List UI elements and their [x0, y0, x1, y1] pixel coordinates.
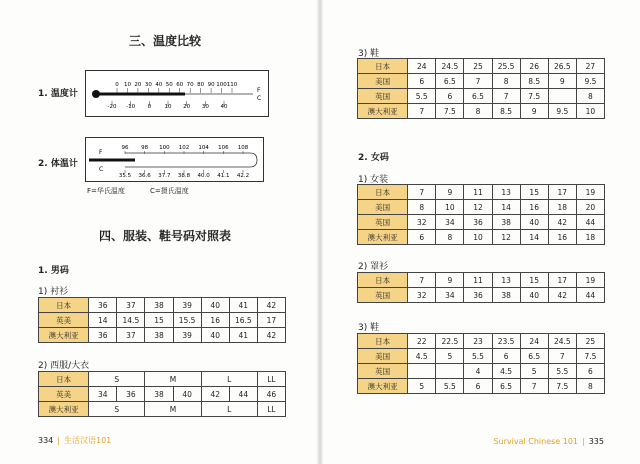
- table-cell: 24.5: [548, 334, 576, 349]
- table-cell: 4.5: [408, 349, 436, 364]
- blouse-label: 2) 罩衫: [358, 262, 389, 272]
- row-header: 日本: [358, 59, 408, 74]
- table-row: [358, 74, 605, 89]
- table-cell: 32: [408, 288, 436, 303]
- table-cell: 7: [408, 273, 436, 288]
- table-row: [39, 387, 286, 402]
- table-cell: 11: [464, 273, 492, 288]
- table-cell: 22.5: [436, 334, 464, 349]
- table-cell: 6: [576, 364, 604, 379]
- table-cell: 15: [520, 185, 548, 200]
- footer-separator: |: [582, 437, 585, 446]
- table-cell: 19: [576, 273, 604, 288]
- table-cell: 7: [408, 185, 436, 200]
- table-cell: 16: [520, 200, 548, 215]
- table-cell: [408, 364, 436, 379]
- fahrenheit-tick-label: 20: [134, 82, 142, 88]
- table-cell: 42: [257, 298, 285, 313]
- left-footer: [38, 435, 111, 446]
- women-shoes-table: [357, 333, 605, 394]
- table-cell: 16: [548, 230, 576, 245]
- men-suits-table: [38, 371, 286, 417]
- table-cell: 24: [520, 334, 548, 349]
- table-cell: 38: [145, 298, 173, 313]
- left-page: [0, 0, 319, 464]
- table-cell: 6.5: [492, 379, 520, 394]
- table-row: [358, 89, 605, 104]
- footer-separator: |: [57, 436, 60, 445]
- celsius-tick-label: 20: [183, 104, 191, 110]
- fahrenheit-tick-label: 102: [178, 145, 190, 151]
- table-cell: 40: [173, 387, 201, 402]
- table-cell: 8: [576, 379, 604, 394]
- thermometer-figure: [85, 70, 270, 118]
- table-cell: 41: [229, 298, 257, 313]
- table-cell: 6: [408, 74, 436, 89]
- table-cell: 9: [436, 273, 464, 288]
- fahrenheit-tick-label: 40: [155, 82, 163, 88]
- celsius-tick-label: 40.0: [197, 173, 210, 179]
- row-header: 英国: [358, 288, 408, 303]
- fahrenheit-tick-label: 108: [237, 145, 249, 151]
- table-cell: 34: [89, 387, 117, 402]
- row-header: 澳大利亚: [358, 379, 408, 394]
- table-cell: 9.5: [548, 104, 576, 119]
- table-cell: 17: [257, 313, 285, 328]
- celsius-tick-label: 37.7: [158, 173, 171, 179]
- table-cell: 6: [408, 230, 436, 245]
- table-row: [39, 328, 286, 343]
- table-cell: 42: [548, 288, 576, 303]
- men-shirts-table: [38, 297, 286, 343]
- row-header: 美国: [358, 349, 408, 364]
- table-cell: 37: [117, 328, 145, 343]
- table-cell: 38: [492, 215, 520, 230]
- right-page: [320, 0, 640, 464]
- body-thermometer-unit-c: C: [99, 166, 104, 173]
- table-cell: 25: [576, 334, 604, 349]
- table-cell: 6: [436, 89, 464, 104]
- table-row: [39, 298, 286, 313]
- heading-temperature: 三、温度比较: [128, 34, 201, 48]
- celsius-tick-label: 10: [164, 104, 172, 110]
- table-cell: 5.5: [548, 364, 576, 379]
- table-cell: 19: [576, 185, 604, 200]
- table-cell: M: [145, 402, 201, 417]
- dress-label: 1) 女装: [358, 175, 389, 185]
- table-cell: 42: [548, 215, 576, 230]
- table-cell: 16: [201, 313, 229, 328]
- table-cell: 6.5: [520, 349, 548, 364]
- celsius-tick-label: -10: [126, 104, 136, 110]
- table-cell: 12: [464, 200, 492, 215]
- table-cell: 9.5: [576, 74, 604, 89]
- celsius-tick-label: 38.8: [177, 173, 191, 179]
- fahrenheit-tick-label: 106: [218, 145, 229, 151]
- table-cell: 25: [464, 59, 492, 74]
- row-header: 澳大利亚: [358, 104, 408, 119]
- table-cell: 7: [548, 349, 576, 364]
- table-cell: L: [201, 402, 257, 417]
- table-cell: 17: [548, 273, 576, 288]
- table-cell: 6.5: [436, 74, 464, 89]
- table-cell: 18: [548, 200, 576, 215]
- table-cell: 8: [492, 74, 520, 89]
- table-cell: 26.5: [548, 59, 576, 74]
- legend-fahrenheit: F=华氏温度: [87, 187, 125, 195]
- table-row: [39, 313, 286, 328]
- table-cell: 46: [257, 387, 285, 402]
- table-cell: 9: [436, 185, 464, 200]
- suits-label: 2) 西服/大衣: [38, 361, 90, 371]
- table-cell: 8.5: [492, 104, 520, 119]
- table-row: [39, 402, 286, 417]
- table-cell: 10: [436, 200, 464, 215]
- table-cell: 40: [201, 328, 229, 343]
- table-cell: 13: [492, 273, 520, 288]
- table-row: [358, 273, 605, 288]
- table-cell: S: [89, 402, 145, 417]
- book-title: 生活汉语101: [63, 436, 112, 445]
- legend-celsius: C=摄氏温度: [150, 187, 189, 195]
- table-cell: 34: [436, 215, 464, 230]
- row-header: 英美: [39, 313, 89, 328]
- table-cell: 8: [464, 104, 492, 119]
- table-cell: 14: [89, 313, 117, 328]
- celsius-tick-label: 0: [147, 104, 152, 110]
- table-cell: 16.5: [229, 313, 257, 328]
- section-men: 1. 男码: [38, 266, 69, 276]
- book-title: Survival Chinese 101: [493, 437, 579, 446]
- row-header: 澳大利亚: [39, 402, 89, 417]
- men-shoes-table: [357, 58, 605, 119]
- table-row: [358, 200, 605, 215]
- table-cell: LL: [257, 372, 285, 387]
- table-cell: 7: [520, 379, 548, 394]
- table-cell: 10: [464, 230, 492, 245]
- table-cell: 36: [117, 387, 145, 402]
- table-cell: 15.5: [173, 313, 201, 328]
- table-cell: 14.5: [117, 313, 145, 328]
- table-cell: 44: [576, 288, 604, 303]
- row-header: 美国: [358, 200, 408, 215]
- table-row: [39, 372, 286, 387]
- table-cell: 24: [408, 59, 436, 74]
- table-cell: 4.5: [492, 364, 520, 379]
- table-cell: 36: [89, 328, 117, 343]
- celsius-tick-label: -20: [107, 104, 117, 110]
- table-cell: [436, 364, 464, 379]
- fahrenheit-tick-label: 96: [121, 145, 129, 151]
- table-cell: 23.5: [492, 334, 520, 349]
- celsius-tick-label: 35.5: [118, 173, 132, 179]
- table-cell: 27: [576, 59, 604, 74]
- fahrenheit-tick-label: 110: [226, 82, 238, 88]
- table-cell: 25.5: [492, 59, 520, 74]
- table-cell: 7.5: [520, 89, 548, 104]
- table-cell: LL: [257, 402, 285, 417]
- body-thermometer-unit-f: F: [99, 149, 103, 156]
- table-row: [358, 185, 605, 200]
- table-cell: 37: [117, 298, 145, 313]
- table-cell: 14: [520, 230, 548, 245]
- table-cell: 5: [520, 364, 548, 379]
- table-cell: 10: [576, 104, 604, 119]
- table-cell: 5: [408, 379, 436, 394]
- table-cell: 44: [576, 215, 604, 230]
- row-header: 日本: [39, 298, 89, 313]
- celsius-tick-label: 42.2: [236, 173, 250, 179]
- table-cell: 24.5: [436, 59, 464, 74]
- table-cell: 9: [520, 104, 548, 119]
- celsius-tick-label: 36.6: [138, 173, 151, 179]
- table-cell: 20: [576, 200, 604, 215]
- table-cell: 7: [464, 74, 492, 89]
- table-cell: 8: [576, 89, 604, 104]
- table-cell: 38: [492, 288, 520, 303]
- table-cell: 8.5: [520, 74, 548, 89]
- table-cell: 5: [436, 349, 464, 364]
- table-cell: 7.5: [548, 379, 576, 394]
- table-cell: 42: [257, 328, 285, 343]
- table-cell: 34: [436, 288, 464, 303]
- right-footer: [493, 437, 604, 446]
- row-header: 澳大利亚: [358, 230, 408, 245]
- table-cell: 4: [464, 364, 492, 379]
- table-cell: 23: [464, 334, 492, 349]
- table-cell: 36: [89, 298, 117, 313]
- fahrenheit-tick-label: 100: [159, 145, 170, 151]
- row-header: 英国: [358, 364, 408, 379]
- body-thermometer-figure: [85, 137, 265, 183]
- body-thermometer-label: 2. 体温计: [38, 159, 78, 169]
- table-row: [358, 59, 605, 74]
- fahrenheit-tick-label: 60: [176, 82, 184, 88]
- table-cell: 14: [492, 200, 520, 215]
- row-header: 日本: [358, 185, 408, 200]
- table-cell: 9: [548, 74, 576, 89]
- fahrenheit-tick-label: 70: [186, 82, 194, 88]
- table-cell: 15: [520, 273, 548, 288]
- table-cell: 8: [408, 200, 436, 215]
- table-cell: 40: [520, 215, 548, 230]
- table-cell: 32: [408, 215, 436, 230]
- row-header: 日本: [39, 372, 89, 387]
- table-cell: 26: [520, 59, 548, 74]
- women-dress-table: [357, 184, 605, 245]
- table-cell: 38: [145, 328, 173, 343]
- celsius-tick-label: 40: [220, 104, 228, 110]
- row-header: 美国: [358, 74, 408, 89]
- table-row: [358, 230, 605, 245]
- page-number: 335: [588, 437, 604, 446]
- fahrenheit-tick-label: 90: [207, 82, 215, 88]
- table-cell: 8: [436, 230, 464, 245]
- table-cell: 13: [492, 185, 520, 200]
- thermometer-bulb: [92, 90, 100, 98]
- table-cell: 7.5: [436, 104, 464, 119]
- table-cell: 5.5: [408, 89, 436, 104]
- table-cell: 6.5: [464, 89, 492, 104]
- table-cell: M: [145, 372, 201, 387]
- table-cell: 18: [576, 230, 604, 245]
- table-cell: 39: [173, 328, 201, 343]
- table-cell: 41: [229, 328, 257, 343]
- table-cell: L: [201, 372, 257, 387]
- table-cell: 42: [201, 387, 229, 402]
- table-cell: 7: [408, 104, 436, 119]
- fahrenheit-tick-label: 10: [123, 82, 131, 88]
- row-header: 英国: [358, 89, 408, 104]
- table-cell: 7.5: [576, 349, 604, 364]
- table-cell: 44: [229, 387, 257, 402]
- row-header: 日本: [358, 334, 408, 349]
- fahrenheit-tick-label: 80: [197, 82, 205, 88]
- table-row: [358, 288, 605, 303]
- table-row: [358, 104, 605, 119]
- table-cell: 36: [464, 215, 492, 230]
- table-cell: 6: [492, 349, 520, 364]
- women-shoes-label: 3) 鞋: [358, 323, 380, 333]
- row-header: 日本: [358, 273, 408, 288]
- fahrenheit-tick-label: 30: [144, 82, 152, 88]
- table-cell: S: [89, 372, 145, 387]
- fahrenheit-tick-label: 104: [198, 145, 209, 151]
- men-shoes-label: 3) 鞋: [358, 49, 380, 59]
- table-cell: 36: [464, 288, 492, 303]
- thermometer-label: 1. 温度计: [38, 89, 78, 99]
- table-cell: 17: [548, 185, 576, 200]
- table-row: [358, 364, 605, 379]
- table-cell: 15: [145, 313, 173, 328]
- women-blouse-table: [357, 272, 605, 303]
- shirts-label: 1) 衬衫: [38, 287, 69, 297]
- thermometer-unit-c: C: [257, 95, 262, 102]
- fahrenheit-tick-label: 98: [141, 145, 149, 151]
- table-row: [358, 379, 605, 394]
- row-header: 英美: [39, 387, 89, 402]
- section-women: 2. 女码: [358, 153, 389, 163]
- table-row: [358, 349, 605, 364]
- fahrenheit-tick-label: 0: [115, 82, 119, 88]
- table-cell: 6: [464, 379, 492, 394]
- table-cell: 7: [492, 89, 520, 104]
- thermometer-unit-f: F: [257, 87, 261, 94]
- table-cell: 5.5: [436, 379, 464, 394]
- fahrenheit-tick-label: 100: [216, 82, 227, 88]
- row-header: 英国: [358, 215, 408, 230]
- page-number: 334: [38, 436, 54, 445]
- table-cell: 22: [408, 334, 436, 349]
- table-cell: 40: [201, 298, 229, 313]
- celsius-tick-label: 30: [201, 104, 209, 110]
- table-cell: 5.5: [464, 349, 492, 364]
- table-cell: 39: [173, 298, 201, 313]
- table-row: [358, 334, 605, 349]
- heading-size-chart: 四、服装、鞋号码对照表: [98, 229, 231, 243]
- table-cell: 12: [492, 230, 520, 245]
- table-cell: 40: [520, 288, 548, 303]
- table-row: [358, 215, 605, 230]
- table-cell: 11: [464, 185, 492, 200]
- row-header: 澳大利亚: [39, 328, 89, 343]
- celsius-tick-label: 41.1: [217, 173, 230, 179]
- fahrenheit-tick-label: 50: [165, 82, 173, 88]
- table-cell: 38: [145, 387, 173, 402]
- table-cell: [548, 89, 576, 104]
